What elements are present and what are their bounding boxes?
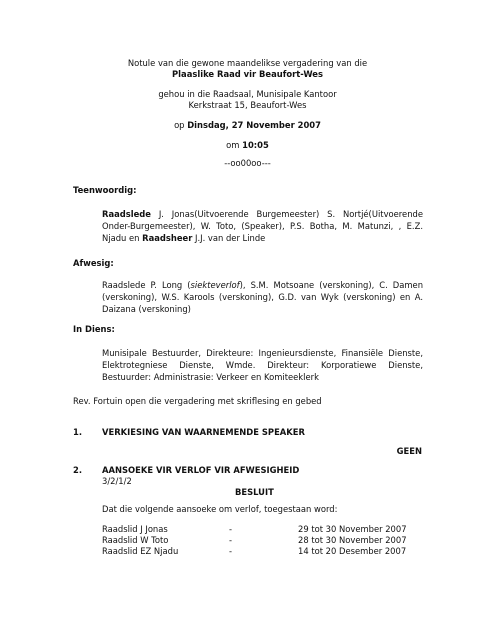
leave-period: 28 tot 30 November 2007 <box>298 535 407 545</box>
present-text-1: J. Jonas(Uitvoerende Burgemeester) S. Nortjé(Uitvoerende Onder-Burgemeester), W. Toto, (Speaker), P.S. Botha, M. Matunzi, , E.Z. Njadu en <box>102 209 423 243</box>
absent-text-b: ), S.M. Motsoane (verskoning), C. Damen (verskoning), W.S. Karools (verskoning), G.D. van Wyk (verskoning) en A. Daizana (verskoning) <box>102 280 423 314</box>
item-1-outcome: GEEN <box>396 446 422 456</box>
leave-name: Raadslid J Jonas <box>102 524 168 534</box>
leave-name: Raadslid EZ Njadu <box>102 546 179 556</box>
header-venue: gehou in die Raadsaal, Munisipale Kantoor <box>158 89 337 99</box>
time-prefix: om <box>226 140 240 150</box>
header-line-1: Notule van die gewone maandelikse vergadering van die <box>127 58 368 68</box>
resolution-label: BESLUIT <box>235 487 274 497</box>
opening-line: Rev. Fortuin open die vergadering met skriflesing en gebed <box>73 396 322 406</box>
item-2-title: AANSOEKE VIR VERLOF VIR AFWESIGHEID <box>102 465 300 475</box>
meeting-date-line <box>0 120 495 130</box>
leave-dash: - <box>229 535 233 545</box>
present-label-2: Raadsheer <box>142 233 193 243</box>
present-label-1: Raadslede <box>102 209 151 219</box>
item-2-number: 2. <box>73 465 83 475</box>
absent-text-a: Raadslede P. Long ( <box>102 280 191 290</box>
absent-heading: Afwesig: <box>73 258 114 268</box>
meeting-date: Dinsdag, 27 November 2007 <box>187 120 321 130</box>
leave-row <box>102 535 422 546</box>
leave-period: 29 tot 30 November 2007 <box>298 524 407 534</box>
resolution-intro: Dat die volgende aansoeke om verlof, toegestaan word: <box>102 504 338 514</box>
date-prefix: op <box>174 120 185 130</box>
present-heading: Teenwoordig: <box>73 185 137 195</box>
in-service-heading: In Diens: <box>73 324 115 334</box>
leave-dash: - <box>229 524 233 534</box>
present-text-2: J.J. van der Linde <box>192 233 266 243</box>
meeting-time-line <box>0 140 495 150</box>
leave-dash: - <box>229 546 233 556</box>
council-name: Plaaslike Raad vir Beaufort-Wes <box>172 69 323 79</box>
leave-row <box>102 524 422 535</box>
separator: --oo00oo--- <box>224 158 271 168</box>
leave-period: 14 tot 20 Desember 2007 <box>298 546 407 556</box>
leave-name: Raadslid W Toto <box>102 535 169 545</box>
item-2-reference: 3/2/1/2 <box>102 476 132 486</box>
absent-sick-leave: siekteverlof <box>190 280 240 290</box>
meeting-time: 10:05 <box>242 140 269 150</box>
present-list <box>102 208 423 244</box>
absent-list <box>102 279 423 315</box>
item-1-number: 1. <box>73 427 83 437</box>
leave-row <box>102 546 422 557</box>
header-address: Kerkstraat 15, Beaufort-Wes <box>188 100 307 110</box>
item-1-title: VERKIESING VAN WAARNEMENDE SPEAKER <box>102 427 305 437</box>
in-service-list: Munisipale Bestuurder, Direkteure: Ingenieursdienste, Finansiële Dienste, Elektrotegniese Dienste, Wmde. Direkteur: Korporatiewe Dienste, Bestuurder: Administrasie: Verkeer en Komiteeklerk <box>102 348 423 382</box>
